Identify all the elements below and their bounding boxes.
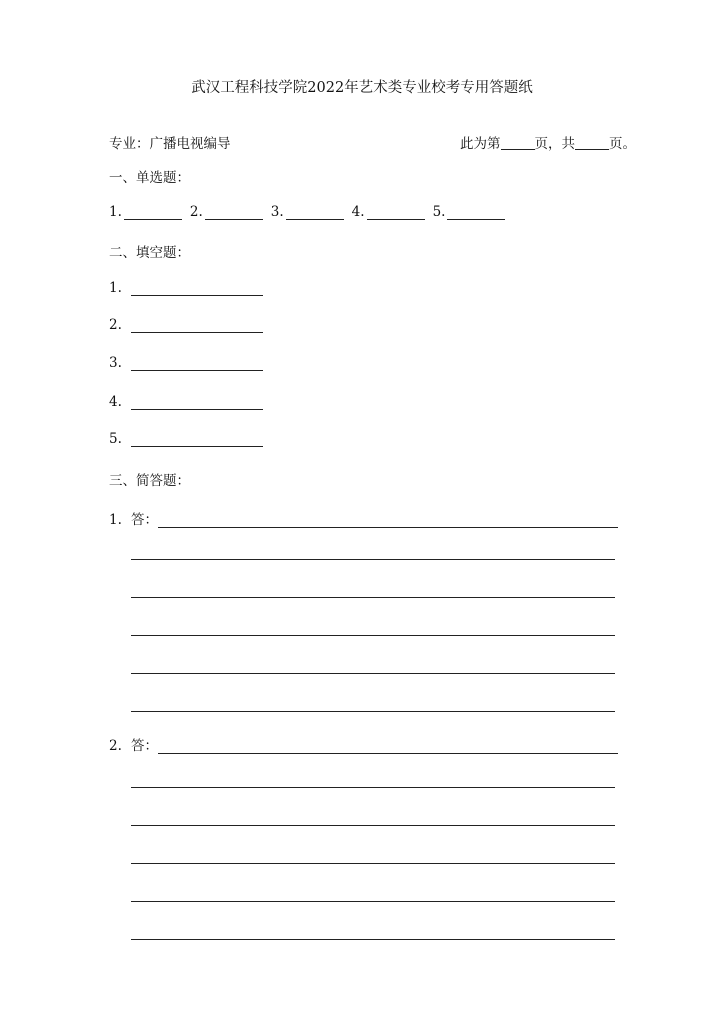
major-label: 专业：广播电视编导 <box>109 136 231 152</box>
answer-line[interactable] <box>131 863 615 864</box>
page-count-prefix: 此为第 <box>460 136 501 152</box>
page-count-suffix: 页。 <box>609 136 636 152</box>
answer-blank[interactable] <box>124 206 182 220</box>
single-choice-item <box>271 204 344 220</box>
question-number: 2. <box>189 204 203 220</box>
single-choice-item <box>352 204 425 220</box>
fill-blank-item <box>109 355 263 371</box>
question-number: 1. <box>109 280 122 296</box>
answer-blank[interactable] <box>447 206 505 220</box>
answer-blank[interactable] <box>367 206 425 220</box>
answer-line[interactable] <box>131 787 615 788</box>
answer-line[interactable] <box>158 739 618 754</box>
question-number: 3. <box>270 204 284 220</box>
fill-blank-item <box>109 394 263 410</box>
answer-line[interactable] <box>131 939 615 940</box>
question-number: 4. <box>351 204 365 220</box>
sheet-title: 武汉工程科技学院2022年艺术类专业校考专用答题纸 <box>191 80 533 96</box>
question-number: 1. <box>109 512 122 528</box>
question-number: 2. <box>109 317 122 333</box>
answer-line[interactable] <box>131 825 615 826</box>
question-number: 3. <box>109 355 122 371</box>
answer-line[interactable] <box>131 711 615 712</box>
page-count-middle: 页，共 <box>534 136 575 152</box>
single-choice-answers <box>109 204 505 220</box>
answer-blank[interactable] <box>131 395 263 410</box>
single-choice-item <box>109 204 182 220</box>
current-page-blank[interactable] <box>501 136 535 150</box>
fill-blank-item <box>109 280 263 296</box>
answer-label: 答： <box>131 738 158 754</box>
question-number: 5. <box>109 431 122 447</box>
answer-line[interactable] <box>131 635 615 636</box>
answer-blank[interactable] <box>131 356 263 371</box>
question-number: 2. <box>109 738 122 754</box>
answer-line[interactable] <box>131 901 615 902</box>
fill-blank-item <box>109 431 263 447</box>
answer-line[interactable] <box>131 559 615 560</box>
answer-label: 答： <box>131 512 158 528</box>
section-heading-short-answer: 三、简答题： <box>109 473 190 489</box>
short-answer-item <box>109 508 618 528</box>
answer-line[interactable] <box>158 513 618 528</box>
fill-blank-item <box>109 317 263 333</box>
section-heading-fill-blank: 二、填空题： <box>109 245 190 261</box>
answer-blank[interactable] <box>286 206 344 220</box>
section-heading-single-choice: 一、单选题： <box>109 170 190 186</box>
answer-line[interactable] <box>131 673 615 674</box>
short-answer-item <box>109 734 618 754</box>
single-choice-item <box>433 204 506 220</box>
question-number: 1. <box>109 204 122 220</box>
answer-blank[interactable] <box>205 206 263 220</box>
page-count <box>460 132 636 152</box>
answer-blank[interactable] <box>131 281 263 296</box>
total-pages-blank[interactable] <box>575 136 609 150</box>
answer-line[interactable] <box>131 597 615 598</box>
answer-blank[interactable] <box>131 318 263 333</box>
single-choice-item <box>190 204 263 220</box>
answer-blank[interactable] <box>131 432 263 447</box>
question-number: 5. <box>432 204 446 220</box>
question-number: 4. <box>109 394 122 410</box>
